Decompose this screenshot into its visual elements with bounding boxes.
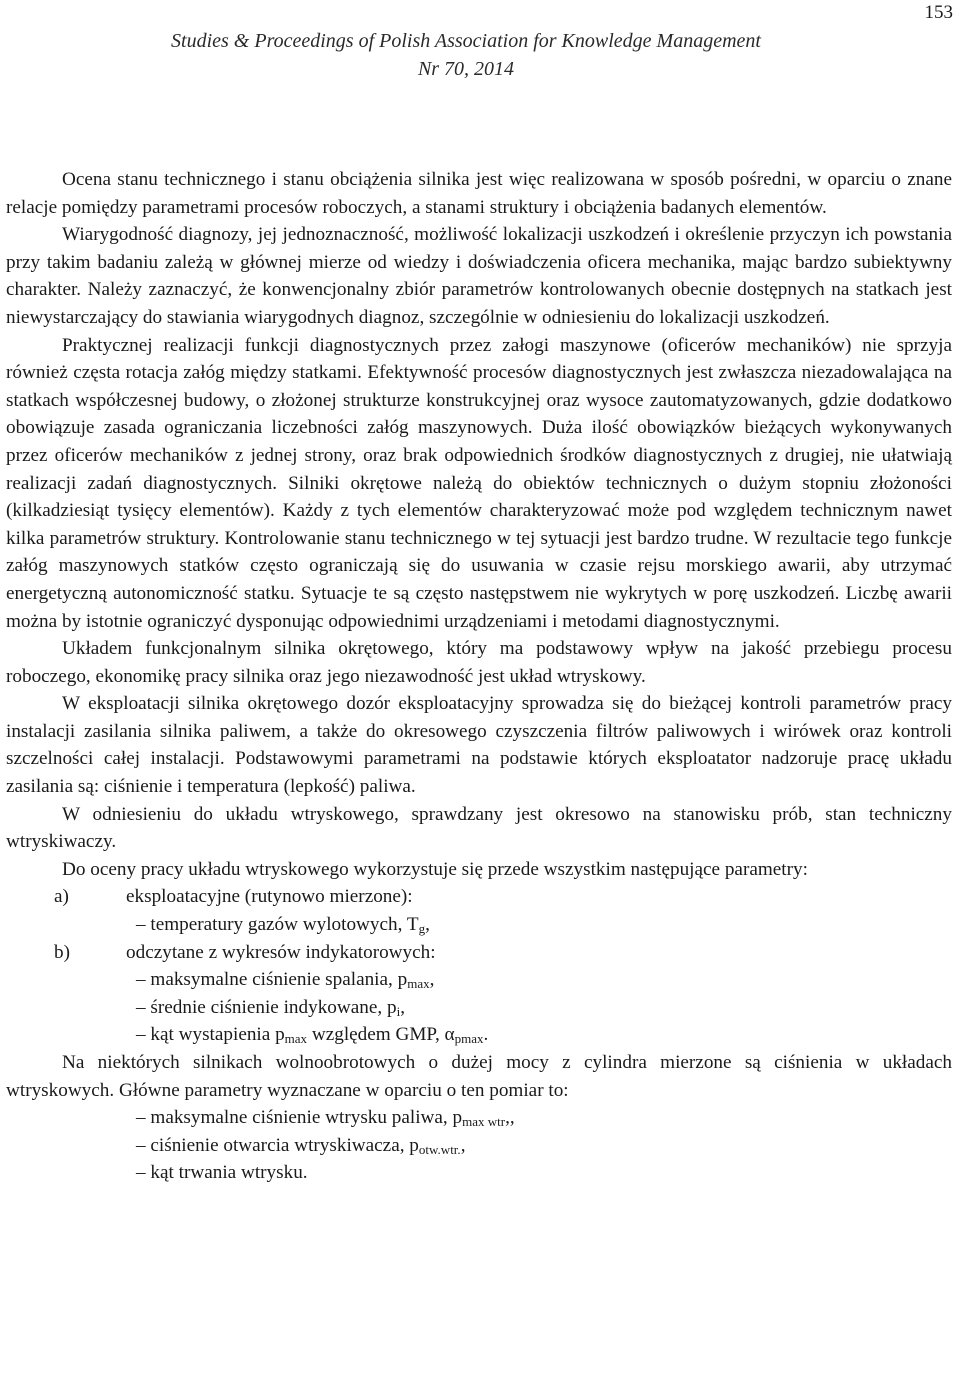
list-label: a) — [54, 886, 69, 908]
journal-title: Studies & Proceedings of Polish Association for Knowledge Management — [171, 30, 761, 52]
sub-item-text: – maksymalne ciśnienie spalania, p — [136, 969, 408, 991]
sub-item-text: – temperatury gazów wylotowych, T — [136, 914, 419, 936]
sub-item-text: – maksymalne ciśnienie wtrysku paliwa, p — [136, 1107, 463, 1129]
sub-item-tail: , — [400, 996, 405, 1018]
paragraph: W odniesieniu do układu wtryskowego, sprawdzany jest okresowo na stanowisku prób, stan techniczny wtryskiwaczy. — [6, 803, 952, 853]
subscript: max wtr — [462, 1114, 506, 1130]
subscript: max — [284, 1031, 308, 1047]
sub-item — [6, 1159, 952, 1187]
paragraph: Wiarygodność diagnozy, jej jednoznaczność, możliwość lokalizacji uszkodzeń i określenie przyczyn ich powstania przy takim badaniu zależą w głównej mierze od wiedzy i doświadczenia oficera mechanika, mając bardzo subiektywny charakter. Należy zaznaczyć, że konwencjonalny zbiór parametrów kontrolowanych obecnie dostępnych na statkach jest niewystarczający do stawiania wiarygodnych diagnoz, szczególnie w odniesieniu do lokalizacji uszkodzeń. — [6, 224, 952, 328]
list-item-b — [6, 939, 952, 967]
sub-item — [6, 1104, 952, 1132]
page-number: 153 — [924, 2, 953, 23]
paragraph: Do oceny pracy układu wtryskowego wykorzystuje się przede wszystkim następujące parametry: — [62, 858, 808, 880]
sub-item — [6, 966, 952, 994]
subscript: g — [418, 921, 426, 937]
subscript: i — [396, 1003, 401, 1019]
running-header — [0, 27, 960, 83]
sub-item-tail: , — [429, 969, 435, 991]
sub-item-tail: . — [483, 1024, 489, 1046]
paragraph: Ocena stanu technicznego i stanu obciążenia silnika jest więc realizowana w sposób pośredni, w oparciu o znane relacje pomiędzy parametrami procesów roboczych, a stanami struktury i obciążenia badanych elementów. — [6, 169, 952, 218]
list-label: b) — [54, 941, 70, 963]
sub-item — [6, 994, 952, 1022]
list-text: eksploatacyjne (rutynowo mierzone): — [126, 886, 413, 908]
list-item-a — [6, 883, 952, 911]
sub-item — [6, 1021, 952, 1049]
sub-item-tail: względem GMP, α — [307, 1024, 455, 1046]
sub-item-text: – kąt wystapienia p — [136, 1024, 285, 1046]
paragraph: Na niektórych silnikach wolnoobrotowych o dużej mocy z cylindra mierzone są ciśnienia w układach wtryskowych. Główne parametry wyznaczane w oparciu o ten pomiar to: — [6, 1052, 952, 1101]
paragraph: Układem funkcjonalnym silnika okrętowego, który ma podstawowy wpływ na jakość przebiegu procesu roboczego, ekonomikę pracy silnika oraz jego niezawodność jest układ wtryskowy. — [6, 638, 952, 687]
paragraph: Praktycznej realizacji funkcji diagnostycznych przez załogi maszynowe (oficerów mechaników) nie sprzyja również częsta rotacja załóg między statkami. Efektywność procesów diagnostycznych jest zwłaszcza niezadowalająca na statkach współczesnej budowy, o złożonej strukturze konstrukcyjnej oraz wysoce zautomatyzowanych, gdzie dodatkowo obowiązuje zasada ograniczania liczebności załóg maszynowych. Duża ilość obowiązków bieżących wykonywanych przez oficerów mechaników z jednej strony, oraz brak odpowiednich środków diagnostycznych z drugiej, nie ułatwiają realizacji zadań diagnostycznych. Silniki okrętowe należą do obiektów technicznych o dużym stopniu złożoności (kilkadziesiąt tysięcy elementów). Każdy z tych elementów charakteryzować może pod względem technicznym nawet kilka parametrów struktury. Kontrolowanie stanu technicznego w tej sytuacji jest bardzo trudne. W rezultacie tego funkcje załóg maszynowych statków często ograniczają się do usuwania w czasie rejsu morskiego awarii, aby utrzymać energetyczną autonomiczność statku. Sytuacje te są często następstwem nie wykrytych w porę uszkodzeń. Liczbę awarii można by istotnie ograniczyć dysponując odpowiednimi urządzeniami i metodami diagnostycznymi. — [6, 334, 952, 632]
sub-item-text: – kąt trwania wtrysku. — [136, 1162, 308, 1184]
subscript: pmax — [454, 1031, 484, 1047]
sub-item — [6, 911, 952, 939]
sub-item-text: – ciśnienie otwarcia wtryskiwacza, p — [136, 1134, 419, 1156]
subscript: max — [407, 976, 430, 992]
sub-item-text: – średnie ciśnienie indykowane, p — [136, 996, 397, 1018]
sub-item-tail: ,, — [505, 1107, 515, 1129]
paragraph: W eksploatacji silnika okrętowego dozór eksploatacyjny sprowadza się do bieżącej kontroli parametrów pracy instalacji zasilania silnika paliwem, a także do okresowego czyszczenia filtrów paliwowych i wirówek oraz kontroli szczelności całej instalacji. Podstawowymi parametrami na podstawie których eksploatator nadzoruje pracę układu zasilania są: ciśnienie i temperatura (lepkość) paliwa. — [6, 693, 952, 798]
sub-item-tail: , — [425, 914, 430, 936]
subscript: otw.wtr. — [418, 1141, 461, 1157]
body-text — [6, 166, 952, 1187]
sub-item — [6, 1132, 952, 1160]
list-text: odczytane z wykresów indykatorowych: — [126, 941, 436, 963]
sub-item-tail: , — [460, 1134, 466, 1156]
journal-issue: Nr 70, 2014 — [417, 58, 515, 80]
